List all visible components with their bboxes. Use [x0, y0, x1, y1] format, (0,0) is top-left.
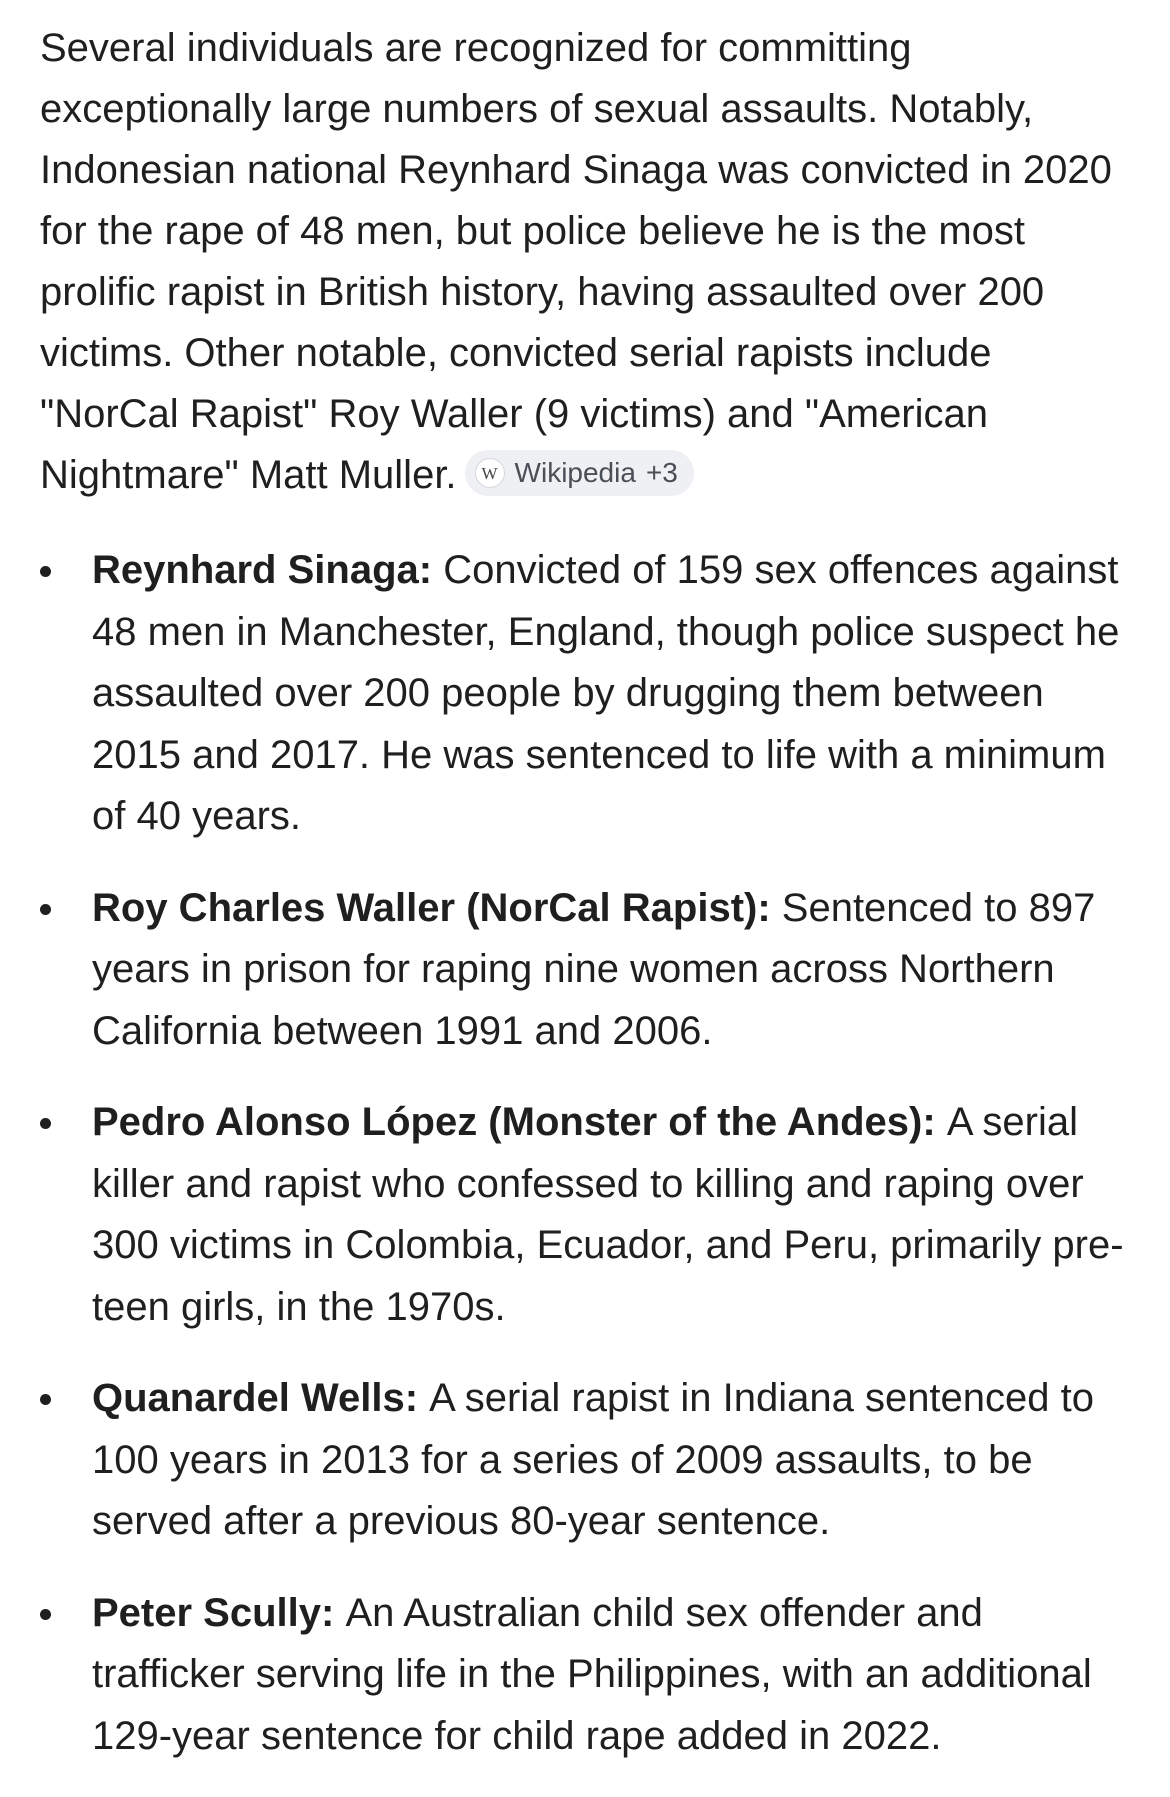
list-item-name: Roy Charles Waller (NorCal Rapist): [92, 885, 782, 930]
bullet-icon [40, 1394, 51, 1405]
list-item-description: An Australian child sex offender and trafficker serving life in the Philippines, with an additional 129-year sentence for child rape added in 2022. [92, 1590, 1092, 1758]
list-item-name: Reynhard Sinaga: [92, 548, 444, 592]
list-item-name: Pedro Alonso López (Monster of the Andes): [92, 1100, 947, 1144]
bullet-icon [40, 1609, 51, 1620]
offender-list [40, 540, 1140, 1767]
source-chip-label: Wikipedia [514, 457, 636, 489]
bullet-icon [40, 1118, 51, 1129]
source-chip-count: +3 [645, 457, 678, 489]
list-item [40, 540, 1140, 848]
intro-text: Several individuals are recognized for committing exceptionally large numbers of sexual assaults. Notably, Indonesian national Reynhard Sinaga was convicted in 2020 for the rape of 48 men, but police believe he is the most prolific rapist in British history, having assaulted over 200 victims. Other notable, convicted serial rapists include "NorCal Rapist" Roy Waller (9 victims) and "American Nightmare" Matt Muller. [40, 26, 1112, 497]
source-chip-wikipedia[interactable] [465, 450, 694, 496]
list-item [40, 1583, 1140, 1768]
list-item [40, 878, 1140, 1063]
intro-paragraph [40, 18, 1140, 506]
list-item-description: A serial rapist in Indiana sentenced to 100 years in 2013 for a series of 2009 assaults, to be served after a previous 80-year sentence. [92, 1376, 1095, 1543]
wikipedia-logo-icon: W [475, 458, 505, 488]
list-item-description: Convicted of 159 sex offences against 48 men in Manchester, England, though police suspect he assaulted over 200 people by drugging them between 2015 and 2017. He was sentenced to life with a minimum of 40 years. [92, 548, 1120, 838]
list-item-name: Quanardel Wells: [92, 1376, 430, 1420]
list-item-description: A serial killer and rapist who confessed to killing and raping over 300 victims in Colombia, Ecuador, and Peru, primarily pre-teen girls, in the 1970s. [92, 1100, 1124, 1329]
bullet-icon [40, 904, 51, 915]
answer-content [40, 18, 1140, 1797]
list-item [40, 1368, 1140, 1553]
list-item [40, 1092, 1140, 1338]
list-item-name: Peter Scully: [92, 1590, 346, 1635]
bullet-icon [40, 566, 51, 577]
list-item-description: Sentenced to 897 years in prison for raping nine women across Northern California between 1991 and 2006. [92, 885, 1096, 1053]
